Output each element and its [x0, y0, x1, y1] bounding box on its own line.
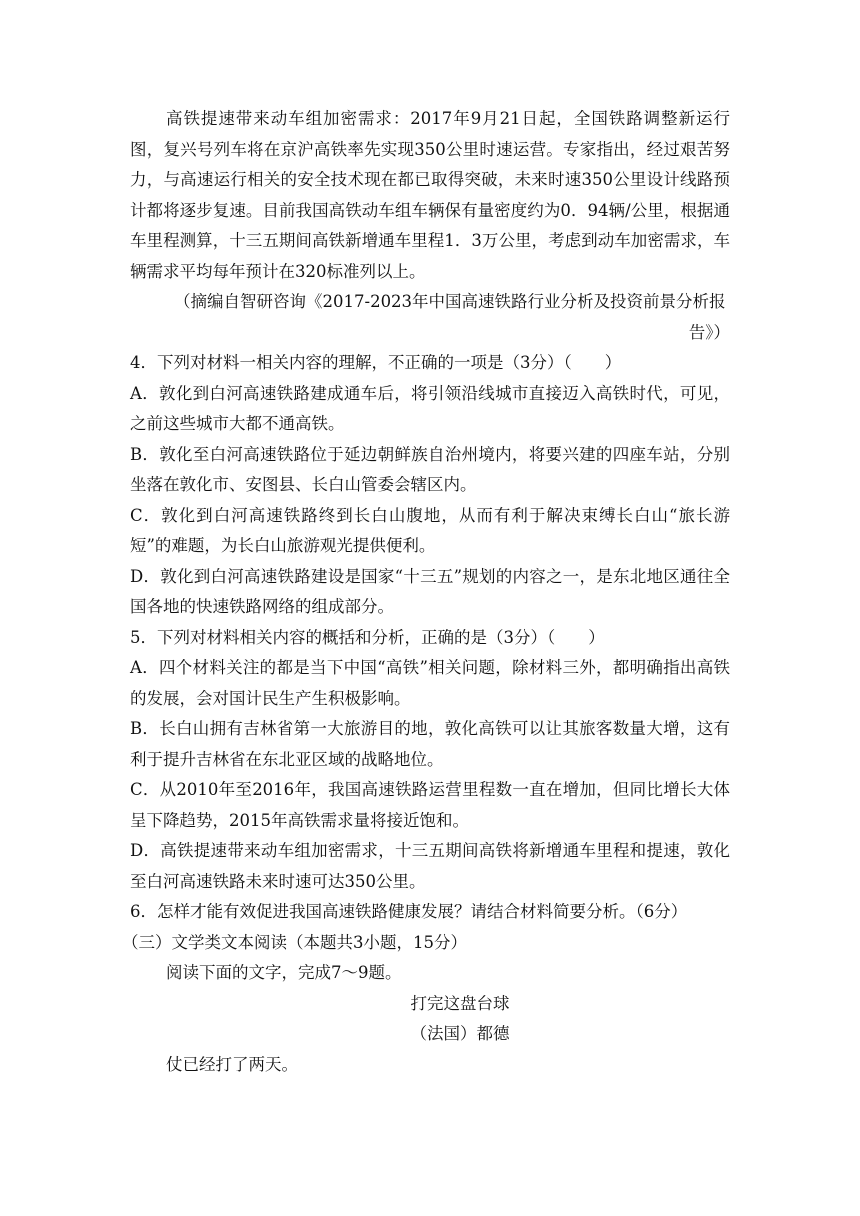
- question-stem: 4．下列对材料一相关内容的理解，不正确的一项是（3分）（ ）: [130, 353, 622, 372]
- material-paragraph: 高铁提速带来动车组加密需求：2017年9月21日起，全国铁路调整新运行图，复兴号列车将在京沪高铁率先实现350公里时速运营。专家指出，经过艰苦努力，与高速运行相关的安全技术现在都已取得突破，未来时速350公里设计线路预计都将逐步复速。目前我国高铁动车组车辆保有量密度约为0．94辆/公里，根据通车里程测算，十三五期间高铁新增通车里程1．3万公里，考虑到动车加密需求，车辆需求平均每年预计在320标准列以上。: [130, 109, 730, 281]
- story-author: （法国）都德: [410, 1024, 510, 1043]
- section-instruction: 阅读下面的文字，完成7～9题。: [166, 963, 402, 982]
- option-c: C．从2010年至2016年，我国高速铁路运营里程数一直在增加，但同比增长大体呈下降趋势，2015年高铁需求量将接近饱和。: [130, 780, 730, 830]
- source-citation: （摘编自智研咨询《2017-2023年中国高速铁路行业分析及投资前景分析报: [174, 292, 726, 311]
- question-stem: 5．下列对材料相关内容的概括和分析，正确的是（3分）（ ）: [130, 627, 605, 647]
- story-title: 打完这盘台球: [410, 993, 510, 1013]
- option-b: B．敦化至白河高速铁路位于延边朝鲜族自治州境内，将要兴建的四座车站，分别坐落在敦化市、安图县、长白山管委会辖区内。: [130, 444, 730, 494]
- section-heading: （三）文学类文本阅读（本题共3小题，15分）: [122, 932, 467, 952]
- question-6: [130, 897, 730, 928]
- story-first-line: 仗已经打了两天。: [166, 1054, 298, 1074]
- option-a: A．四个材料关注的都是当下中国“高铁”相关问题，除材料三外，都明确指出高铁的发展，会对国计民生产生积极影响。: [130, 658, 730, 708]
- option-c: C．敦化到白河高速铁路终到长白山腹地，从而有利于解决束缚长白山“旅长游短”的难题，为长白山旅游观光提供便利。: [130, 505, 730, 555]
- option-d: D．敦化到白河高速铁路建设是国家“十三五”规划的内容之一，是东北地区通往全国各地的快速铁路网络的组成部分。: [130, 566, 730, 616]
- question-4: [130, 348, 730, 623]
- question-5: [130, 623, 730, 898]
- page-content: [122, 104, 730, 1080]
- option-a: A．敦化到白河高速铁路建成通车后，将引领沿线城市直接迈入高铁时代，可见，之前这些城市大都不通高铁。: [130, 383, 730, 433]
- question-stem: 6．怎样才能有效促进我国高速铁路健康发展？请结合材料简要分析。（6分）: [130, 902, 688, 921]
- option-d: D．高铁提速带来动车组加密需求，十三五期间高铁将新增通车里程和提速，敦化至白河高速铁路未来时速可达350公里。: [130, 841, 730, 891]
- option-b: B．长白山拥有吉林省第一大旅游目的地，敦化高铁可以让其旅客数量大增，这有利于提升吉林省在东北亚区域的战略地位。: [130, 719, 730, 769]
- source-citation-end: 告》）: [688, 322, 730, 342]
